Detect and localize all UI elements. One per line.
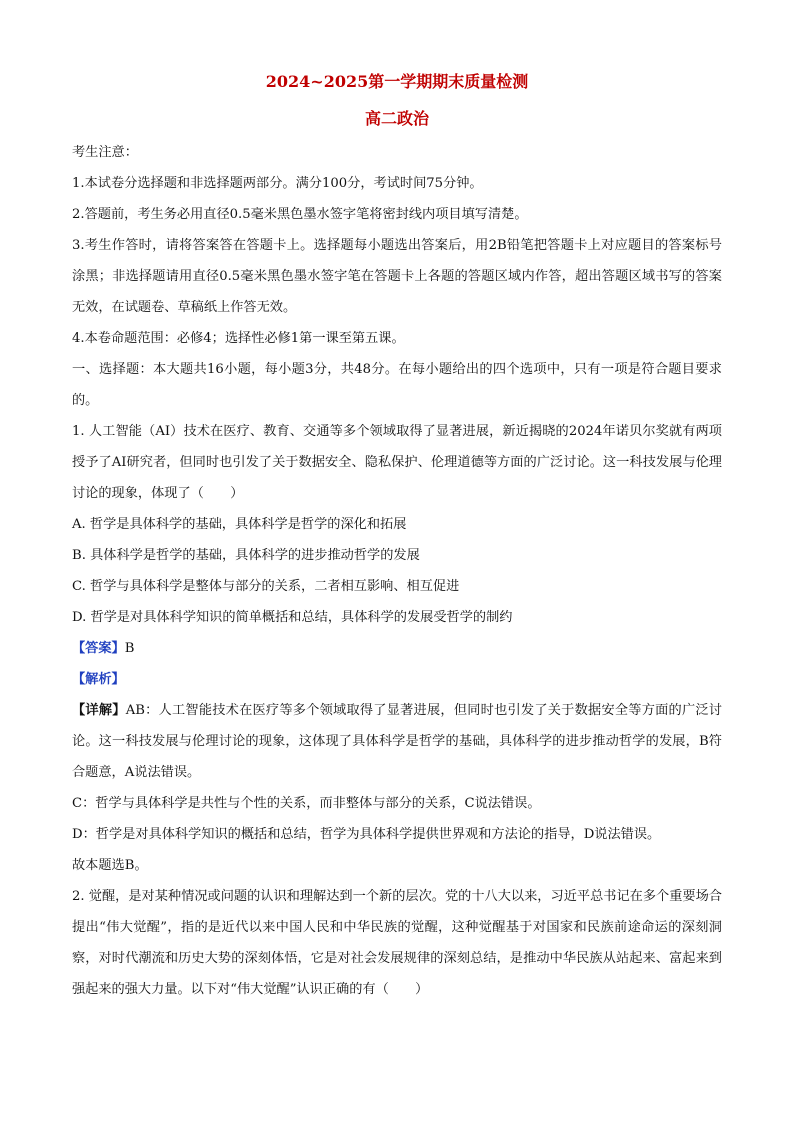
analysis-text-1: AB：人工智能技术在医疗等多个领域取得了显著进展，但同时也引发了关于数据安全等方面的广泛讨论。这一科技发展与伦理讨论的现象，这体现了具体科学是哲学的基础，具体科学的进步推动哲学的发展，B符合题意，A说法错误。 (72, 703, 722, 780)
question-1-conclusion: 故本题选B。 (72, 858, 148, 873)
question-2-stem: 2. 觉醒，是对某种情况或问题的认识和理解达到一个新的层次。党的十八大以来，习近平总书记在多个重要场合提出“伟大觉醒”，指的是近代以来中国人民和中华民族的觉醒，这种觉醒基于对国家和民族前途命运的深刻洞察，对时代潮流和历史大势的深刻体悟，它是对社会发展规律的深刻总结，是推动中华民族从站起来、富起来到强起来的强大力量。以下对“伟大觉醒”认识正确的有（ ） (72, 889, 722, 997)
notice-item-3: 3.考生作答时，请将答案答在答题卡上。选择题每小题选出答案后，用2B铅笔把答题卡上对应题目的答案标号涂黑；非选择题请用直径0.5毫米黑色墨水签字笔在答题卡上各题的答题区域内作答，超出答题区域书写的答案无效，在试题卷、草稿纸上作答无效。 (72, 238, 722, 315)
answer-label: 【答案】 (72, 641, 125, 656)
question-1-option-c: C. 哲学与具体科学是整体与部分的关系，二者相互影响、相互促进 (72, 579, 460, 594)
document-page (72, 64, 722, 1005)
question-1-analysis-label (72, 664, 722, 695)
question-1-option-a: A. 哲学是具体科学的基础，具体科学是哲学的深化和拓展 (72, 517, 407, 532)
notice-heading: 考生注意： (72, 145, 138, 160)
detail-label: 【详解】 (72, 703, 126, 718)
analysis-label: 【解析】 (72, 672, 125, 687)
question-1-stem: 1. 人工智能（AI）技术在医疗、教育、交通等多个领域取得了显著进展，新近揭晓的2024年诺贝尔奖就有两项授予了AI研究者，但同时也引发了关于数据安全、隐私保护、伦理道德等方面的广泛讨论。这一科技发展与伦理讨论的现象，体现了（ ） (72, 424, 722, 501)
question-1-analysis-3: D：哲学是对具体科学知识的概括和总结，哲学为具体科学提供世界观和方法论的指导，D说法错误。 (72, 827, 661, 842)
question-1-analysis-2: C：哲学与具体科学是共性与个性的关系，而非整体与部分的关系，C说法错误。 (72, 796, 541, 811)
section-heading: 一、选择题：本大题共16小题，每小题3分，共48分。在每小题给出的四个选项中，只有一项是符合题目要求的。 (72, 362, 722, 408)
question-1-analysis-1 (72, 695, 722, 788)
exam-title: 2024~2025第一学期期末质量检测 (265, 72, 529, 91)
question-1-option-d: D. 哲学是对具体科学知识的简单概括和总结，具体科学的发展受哲学的制约 (72, 610, 513, 625)
question-1-answer (72, 633, 722, 664)
question-1-option-b: B. 具体科学是哲学的基础，具体科学的进步推动哲学的发展 (72, 548, 420, 563)
notice-item-2: 2.答题前，考生务必用直径0.5毫米黑色墨水签字笔将密封线内项目填写清楚。 (72, 207, 528, 222)
answer-value: B (124, 641, 135, 656)
notice-item-1: 1.本试卷分选择题和非选择题两部分。满分100分，考试时间75分钟。 (72, 176, 483, 191)
exam-subject: 高二政治 (364, 109, 429, 128)
notice-item-4: 4.本卷命题范围：必修4；选择性必修1第一课至第五课。 (72, 331, 405, 346)
